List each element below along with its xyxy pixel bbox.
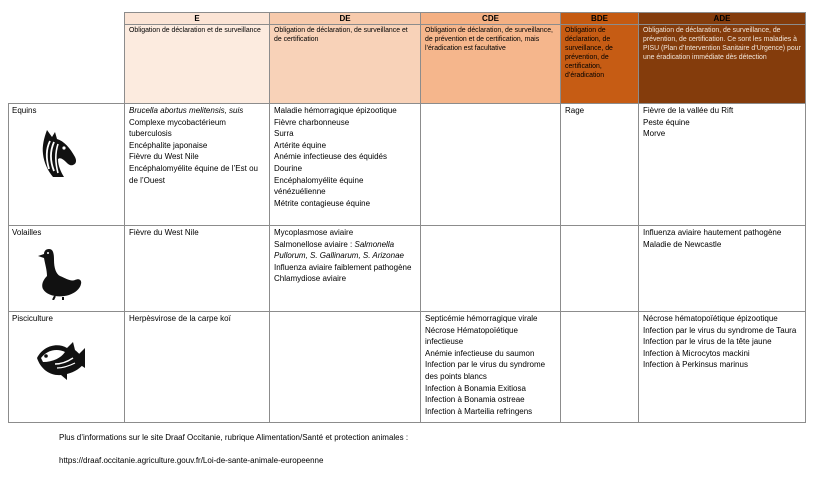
goose-icon bbox=[35, 246, 83, 300]
disease-item: Mycoplasmose aviaire bbox=[274, 228, 354, 237]
disease-item: Infection par le virus du syndrome des points blancs bbox=[425, 360, 546, 381]
header-name-row bbox=[9, 13, 806, 25]
header-bde-desc: Obligation de déclaration, de surveillance, de prévention, de certification, d’éradication bbox=[561, 25, 639, 104]
disease-item: Maladie hémorragique épizootique bbox=[274, 106, 397, 115]
species-label: Pisciculture bbox=[12, 314, 53, 323]
cell-pisciculture-bde bbox=[561, 312, 639, 423]
species-label: Volailles bbox=[12, 228, 42, 237]
cell-equins-e bbox=[125, 104, 270, 226]
disease-item: Encéphalomyélite équine de l’Est ou de l’Ouest bbox=[129, 163, 258, 185]
header-e: E bbox=[125, 13, 270, 25]
header-de: DE bbox=[270, 13, 421, 25]
cell-volailles-cde bbox=[421, 226, 561, 312]
header-cde-desc: Obligation de déclaration, de surveillance, de prévention et de certification, mais l’éradication est facultative bbox=[421, 25, 561, 104]
disease-item: Nécrose Hématopoïétique infectieuse bbox=[425, 325, 518, 347]
disease-item: Infection à Marteilia refringens bbox=[425, 406, 533, 416]
disease-item: Anémie infectieuse des équidés bbox=[274, 152, 387, 162]
disease-item: Herpèsvirose de la carpe koï bbox=[129, 314, 231, 323]
cell-pisciculture-ade bbox=[639, 312, 806, 423]
disease-item: Rage bbox=[565, 106, 585, 115]
cell-pisciculture-e bbox=[125, 312, 270, 423]
disease-item: Infection à Perkinsus marinus bbox=[643, 360, 748, 370]
disease-item: Nécrose hématopoïétique épizootique bbox=[643, 314, 778, 323]
disease-item: Influenza aviaire faiblement pathogène bbox=[274, 262, 412, 272]
disease-item bbox=[274, 239, 417, 262]
disease-item: Infection à Bonamia Exitiosa bbox=[425, 383, 526, 393]
header-ade: ADE bbox=[639, 13, 806, 25]
disease-item: Métrite contagieuse équine bbox=[274, 198, 371, 208]
disease-item: Septicémie hémorragique virale bbox=[425, 314, 538, 323]
footer-link[interactable]: https://draaf.occitanie.agriculture.gouv.fr/Loi-de-sante-animale-europeenne bbox=[59, 456, 324, 465]
cell-pisciculture-de bbox=[270, 312, 421, 423]
disease-item: Fièvre du West Nile bbox=[129, 152, 199, 162]
table-row-equins bbox=[9, 104, 806, 226]
header-cde: CDE bbox=[421, 13, 561, 25]
disease-label: Salmonellose aviaire : bbox=[274, 239, 355, 249]
header-de-desc: Obligation de déclaration, de surveillance et de certification bbox=[270, 25, 421, 104]
species-label: Equins bbox=[12, 106, 37, 115]
disease-item: Chlamydiose aviaire bbox=[274, 274, 347, 284]
disease-species: Salmonella Pullorum, S. Gallinarum, S. Arizonae bbox=[274, 239, 404, 261]
cell-equins-de bbox=[270, 104, 421, 226]
disease-item: Fièvre de la vallée du Rift bbox=[643, 106, 734, 115]
horse-head-icon bbox=[33, 128, 79, 178]
disease-item: Peste équine bbox=[643, 117, 690, 127]
cell-volailles-ade bbox=[639, 226, 806, 312]
disease-item: Surra bbox=[274, 129, 294, 139]
cell-equins-cde bbox=[421, 104, 561, 226]
cell-equins-ade bbox=[639, 104, 806, 226]
table-row-pisciculture bbox=[9, 312, 806, 423]
species-cell-volailles bbox=[9, 226, 125, 312]
footer-info-text: Plus d’informations sur le site Draaf Occitanie, rubrique Alimentation/Santé et protection animales : bbox=[59, 433, 409, 442]
disease-item: Dourine bbox=[274, 163, 303, 173]
header-bde: BDE bbox=[561, 13, 639, 25]
header-desc-row bbox=[9, 25, 806, 104]
disease-item: Encéphalite japonaise bbox=[129, 140, 208, 150]
fish-icon bbox=[33, 336, 87, 384]
disease-item: Influenza aviaire hautement pathogène bbox=[643, 228, 782, 237]
disease-item: Encéphalomyélite équine vénézuélienne bbox=[274, 175, 364, 197]
disease-item: Fièvre du West Nile bbox=[129, 228, 199, 237]
species-cell-pisciculture bbox=[9, 312, 125, 423]
disease-item: Brucella abortus melitensis, suis bbox=[129, 106, 244, 115]
disease-item: Infection à Bonamia ostreae bbox=[425, 395, 525, 405]
table-row-volailles bbox=[9, 226, 806, 312]
disease-item: Fièvre charbonneuse bbox=[274, 117, 350, 127]
disease-item: Anémie infectieuse du saumon bbox=[425, 348, 535, 358]
disease-item: Morve bbox=[643, 129, 666, 139]
disease-item: Infection à Microcytos mackini bbox=[643, 348, 750, 358]
cell-volailles-e bbox=[125, 226, 270, 312]
species-cell-equins bbox=[9, 104, 125, 226]
disease-item: Infection par le virus du syndrome de Taura bbox=[643, 325, 797, 335]
disease-item: Artérite équine bbox=[274, 140, 327, 150]
disease-item: Maladie de Newcastle bbox=[643, 239, 722, 249]
header-e-desc: Obligation de déclaration et de surveillance bbox=[125, 25, 270, 104]
disease-item: Infection par le virus de la tête jaune bbox=[643, 337, 772, 347]
header-corner bbox=[9, 13, 125, 104]
header-ade-desc: Obligation de déclaration, de surveillance, de prévention, de certification. Ce sont les maladies à PISU (Plan d’Intervention Sanitaire d’Urgence) pour une éradication immédiate dès détection bbox=[639, 25, 806, 104]
cell-volailles-de bbox=[270, 226, 421, 312]
diseases-table bbox=[8, 12, 806, 423]
cell-pisciculture-cde bbox=[421, 312, 561, 423]
cell-equins-bde bbox=[561, 104, 639, 226]
cell-volailles-bde bbox=[561, 226, 639, 312]
disease-item: Complexe mycobactérieum tuberculosis bbox=[129, 117, 226, 139]
